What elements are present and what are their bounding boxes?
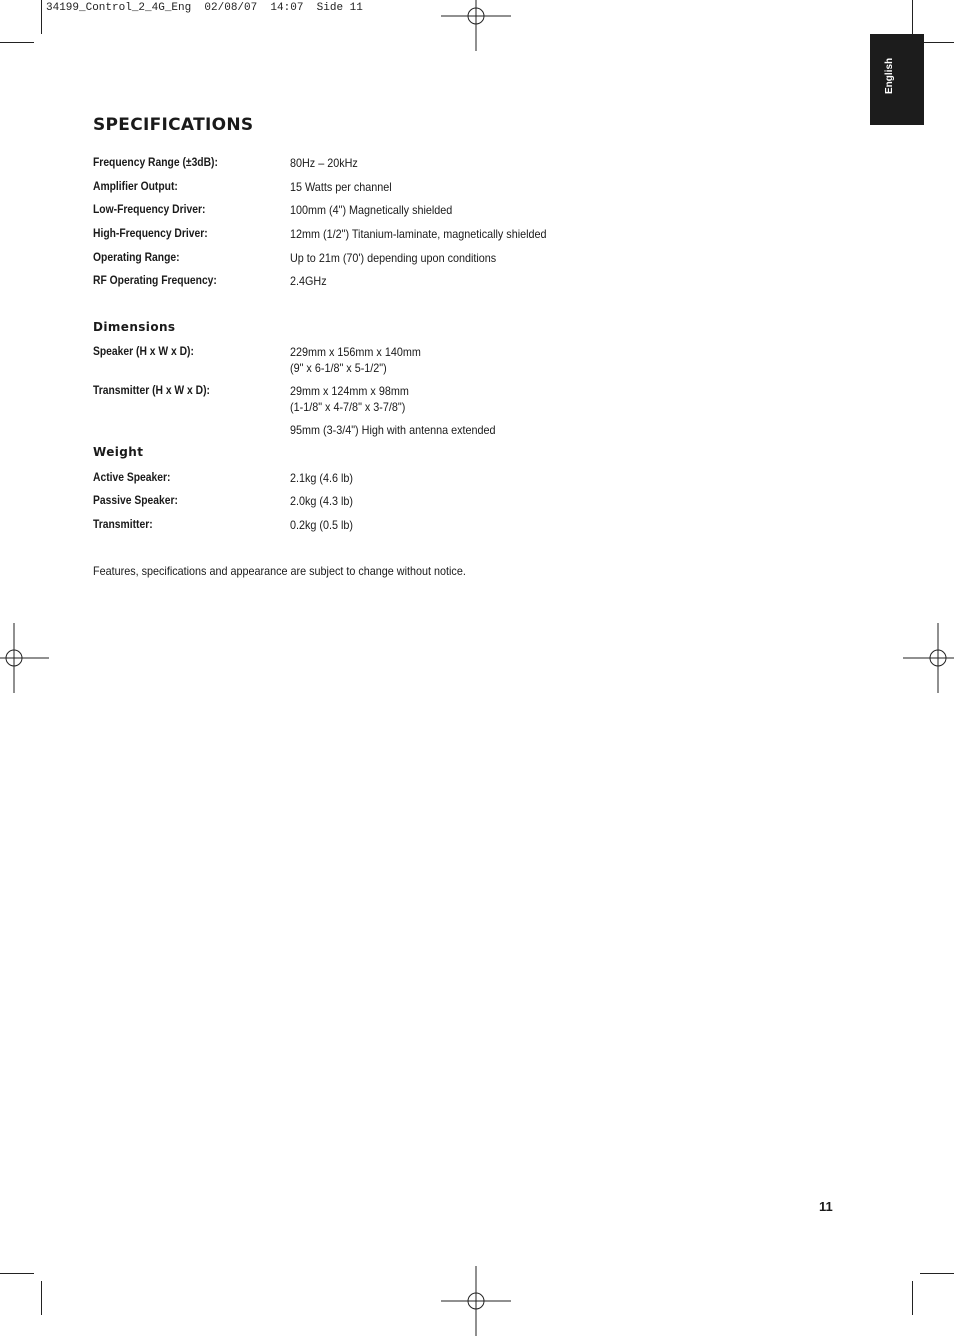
registration-mark-icon: [441, 1266, 511, 1336]
dimensions-heading: Dimensions: [93, 320, 176, 334]
spec-label: Operating Range:: [93, 250, 180, 264]
language-tab: [870, 34, 924, 125]
change-notice: Features, specifications and appearance are subject to change without notice.: [93, 564, 466, 578]
weight-heading: Weight: [93, 445, 144, 459]
spec-value: 12mm (1/2") Titanium-laminate, magnetically shielded: [290, 227, 547, 241]
spec-value: 100mm (4") Magnetically shielded: [290, 203, 453, 217]
registration-mark-icon: [903, 623, 954, 693]
language-tab-label: English: [884, 57, 895, 94]
registration-mark-icon: [0, 623, 49, 693]
spec-value: 29mm x 124mm x 98mm: [290, 384, 409, 398]
spec-value: Up to 21m (70') depending upon conditions: [290, 251, 497, 265]
spec-label: Frequency Range (±3dB):: [93, 155, 218, 169]
registration-mark-icon: [441, 0, 511, 51]
spec-value: 15 Watts per channel: [290, 180, 392, 194]
spec-value: 80Hz – 20kHz: [290, 156, 358, 170]
spec-label: Transmitter (H x W x D):: [93, 383, 210, 397]
spec-label: High-Frequency Driver:: [93, 226, 208, 240]
print-slug-line: 34199_Control_2_4G_Eng 02/08/07 14:07 Side 11: [46, 2, 363, 14]
spec-label: Low-Frequency Driver:: [93, 202, 206, 216]
spec-value: 229mm x 156mm x 140mm: [290, 345, 421, 359]
spec-label: Transmitter:: [93, 517, 153, 531]
spec-value: 0.2kg (0.5 lb): [290, 518, 354, 532]
spec-label: Speaker (H x W x D):: [93, 344, 194, 358]
antenna-note: 95mm (3-3/4") High with antenna extended: [290, 423, 496, 437]
spec-value-imperial: (9" x 6-1/8" x 5-1/2"): [290, 361, 387, 375]
spec-label: Passive Speaker:: [93, 493, 178, 507]
spec-value: 2.4GHz: [290, 274, 327, 288]
spec-label: Active Speaker:: [93, 470, 171, 484]
spec-label: RF Operating Frequency:: [93, 273, 217, 287]
spec-label: Amplifier Output:: [93, 179, 178, 193]
spec-value: 2.0kg (4.3 lb): [290, 494, 354, 508]
spec-value-imperial: (1-1/8" x 4-7/8" x 3-7/8"): [290, 400, 406, 414]
page-number: 11: [819, 1199, 833, 1214]
page-title: SPECIFICATIONS: [93, 115, 254, 135]
spec-value: 2.1kg (4.6 lb): [290, 471, 354, 485]
